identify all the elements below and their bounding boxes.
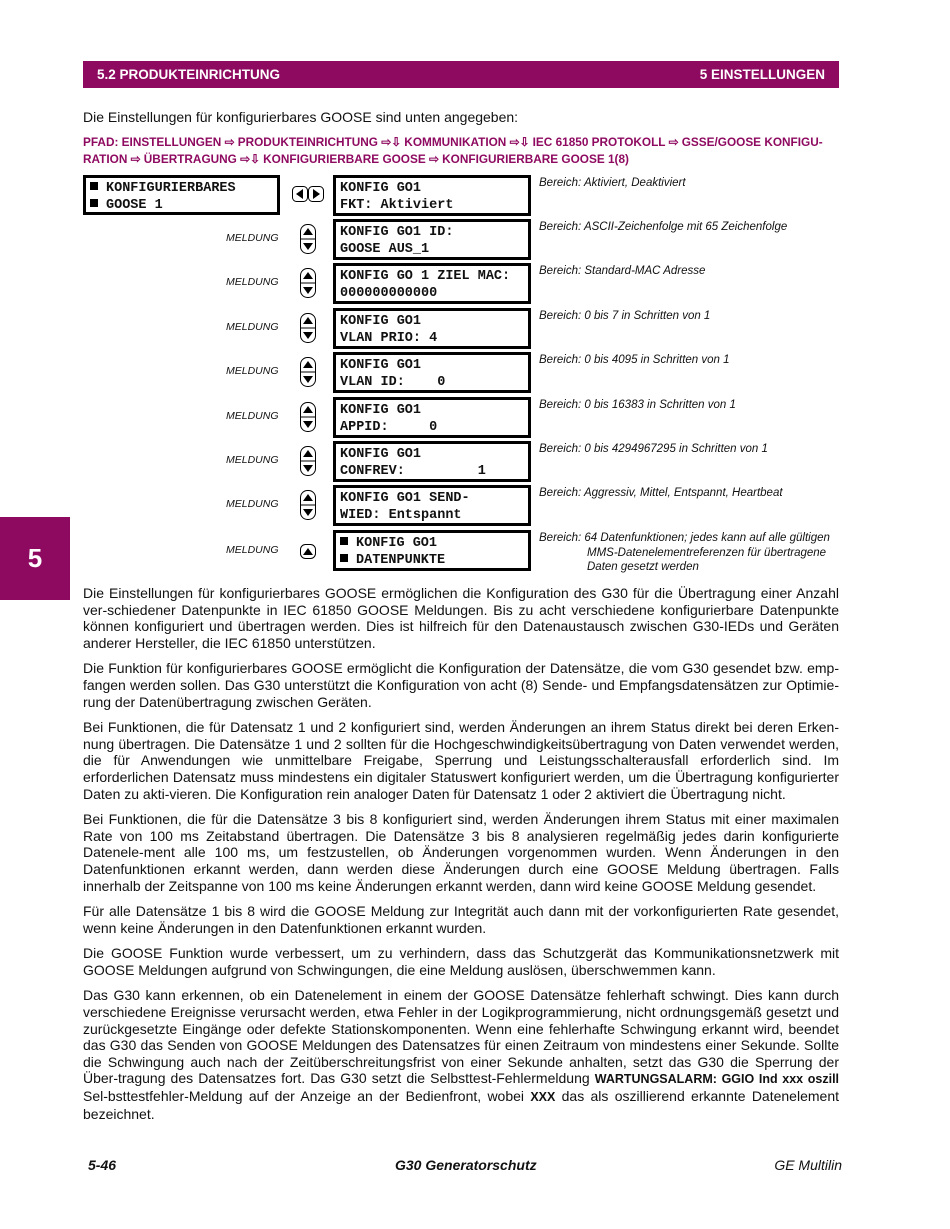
document-title: G30 Generatorschutz xyxy=(395,1157,537,1173)
body-text xyxy=(83,585,839,1131)
up-down-arrows-icon[interactable] xyxy=(300,313,316,343)
up-down-arrows-icon[interactable] xyxy=(300,490,316,520)
alarm-message-code: WARTUNGSALARM: GGIO Ind xxx oszill xyxy=(594,1072,840,1087)
settings-path-line-1: PFAD: EINSTELLUNGEN ⇨ PRODUKTEINRICHTUNG ⇨⇩ KOMMUNIKATION ⇨⇩ IEC 61850 PROTOKOLL ⇨ GSSE/GOOSE KONFIGU- xyxy=(83,135,823,149)
settings-path xyxy=(83,134,839,168)
company-name: GE Multilin xyxy=(774,1157,842,1173)
paragraph: Bei Funktionen, die für Datensatz 1 und 2 konfiguriert sind, werden Änderungen an ihrem Status direkt bei deren Erken-nung übertragen. Die Datensätze 1 und 2 sollten für die Hochgeschwindigkeitsübertragung von Daten verwendet werden, die für Anwendungen wie unmittelbare Freigabe, Sperrung und Leistungsschalterausfall erforderlich sind. Im erforderlichen Datensatz muss mindestens ein digitaler Statuswert konfiguriert werden, um die Übertragung konfigurierter Daten zu akti-vieren. Die Konfiguration rein analoger Daten für Datensatz 1 oder 2 aktiviert die Übertragung nicht. xyxy=(83,719,839,802)
meldung-label: MELDUNG xyxy=(226,232,279,244)
setting-box-id: KONFIG GO1 ID: GOOSE AUS_1 xyxy=(333,219,531,260)
up-down-arrows-icon[interactable] xyxy=(300,224,316,254)
setting-box-vlan-prio: KONFIG GO1 VLAN PRIO: 4 xyxy=(333,308,531,349)
setting-box-confrev: KONFIG GO1 CONFREV: 1 xyxy=(333,441,531,482)
page-number: 5-46 xyxy=(88,1157,117,1173)
up-down-arrows-icon[interactable] xyxy=(300,446,316,476)
intro-text: Die Einstellungen für konfigurierbares GOOSE sind unten angegeben: xyxy=(83,109,519,125)
bullet-square-icon xyxy=(90,199,98,207)
paragraph: Das G30 kann erkennen, ob ein Datenelement in einem der GOOSE Datensätze fehlerhaft schwingt. Dies kann durch verschiedene Ereignisse verursacht werden, etwa Fehler in der Logikprogrammierung, nicht ordnungsgemäß gesetzt und zurückgesetzte Eingänge oder defekte Stationskomponenten. Wenn eine fehlerhafte Schwingung erkannt wird, beendet das G30 das Senden von GOOSE Meldungen des Datensatzes für einen Zeitraum von mindestens einer Sekunde. Sollte die Schwingung auch nach der Zeitüberschreitungsfrist von einer Sekunde anhalten, setzt das G30 die Sperrung der Über-tragung des Datensatzes fort. Das G30 setzt die Selbsttest-Fehlermeldung WARTUNGSALARM: GGIO Ind xxx oszill Sel-bsttestfehler-Meldung auf der Anzeige an der Bedienfront, wobei XXX das als oszillierend erkannte Datenelement bezeichnet. xyxy=(83,987,840,1122)
range-text: Bereich: Aktiviert, Deaktiviert xyxy=(539,177,686,189)
range-text: Bereich: Standard-MAC Adresse xyxy=(539,265,706,277)
bullet-square-icon xyxy=(340,537,348,545)
bullet-square-icon xyxy=(340,554,348,562)
paragraph: Bei Funktionen, die für die Datensätze 3 bis 8 konfiguriert sind, werden Änderungen ihrem Status mit einer maximalen Rate von 100 ms Zeitabstand übertragen. Die Datensätze 3 bis 8 analysieren regelmäßig jedes darin konfigurierte Datenele-ment alle 100 ms, um festzustellen, ob Änderungen vorgenommen wurden. Wenn Änderungen in den Datenfunktionen erkannt werden, dann werden diese Änderungen durch eine GOOSE Meldung übertragen. Falls innerhalb der Zeitspanne von 100 ms keine Änderungen erkannt werden, dann wird keine GOOSE Meldung gesendet. xyxy=(83,811,839,894)
up-arrow-icon[interactable] xyxy=(300,544,316,559)
range-text: Bereich: Aggressiv, Mittel, Entspannt, Heartbeat xyxy=(539,487,783,499)
range-text: Bereich: 0 bis 4095 in Schritten von 1 xyxy=(539,354,730,366)
setting-box-send-repeat: KONFIG GO1 SEND- WIED: Entspannt xyxy=(333,485,531,526)
meldung-label: MELDUNG xyxy=(226,276,279,288)
left-right-arrows-icon[interactable] xyxy=(292,186,324,202)
setting-box-datapoints: KONFIG GO1 DATENPUNKTE xyxy=(333,530,531,571)
range-text: Bereich: 64 Datenfunktionen; jedes kann auf alle gültigen MMS-Datenelementreferenzen für übertragene Daten gesetzt werden xyxy=(539,532,830,573)
meldung-label: MELDUNG xyxy=(226,498,279,510)
setting-box-vlan-id: KONFIG GO1 VLAN ID: 0 xyxy=(333,352,531,393)
range-text: Bereich: 0 bis 4294967295 in Schritten von 1 xyxy=(539,443,768,455)
paragraph: Für alle Datensätze 1 bis 8 wird die GOOSE Meldung zur Integrität auch dann mit der vorkonfigurierten Rate gesendet, wenn keine Änderungen in den Datenfunktionen erkannt wurden. xyxy=(83,903,839,936)
range-text: Bereich: 0 bis 16383 in Schritten von 1 xyxy=(539,399,736,411)
menu-heading-box xyxy=(83,175,280,215)
range-text: Bereich: 0 bis 7 in Schritten von 1 xyxy=(539,310,711,322)
menu-heading-line-1: KONFIGURIERBARES xyxy=(106,181,236,196)
up-down-arrows-icon[interactable] xyxy=(300,357,316,387)
paragraph: Die Einstellungen für konfigurierbares GOOSE ermöglichen die Konfiguration des G30 für die Übertragung einer Anzahl ver-schiedener Datenpunkte in IEC 61850 GOOSE Meldungen. Bis zu acht verschiedene konfigurierbare Datenpunkte können konfiguriert und übertragen werden. Dies ist hilfreich für den Datenaustausch zwischen G30-IEDs und Geräten anderer Hersteller, die IEC 61850 unterstützen. xyxy=(83,585,839,651)
range-text: Bereich: ASCII-Zeichenfolge mit 65 Zeichenfolge xyxy=(539,221,788,233)
setting-box-mac: KONFIG GO 1 ZIEL MAC: 000000000000 xyxy=(333,263,531,304)
meldung-label: MELDUNG xyxy=(226,544,279,556)
element-code: XXX xyxy=(530,1090,556,1105)
meldung-label: MELDUNG xyxy=(226,454,279,466)
setting-box-appid: KONFIG GO1 APPID: 0 xyxy=(333,397,531,438)
chapter-side-tab: 5 xyxy=(0,517,70,600)
meldung-label: MELDUNG xyxy=(226,365,279,377)
section-header xyxy=(83,61,839,88)
section-title: 5.2 PRODUKTEINRICHTUNG xyxy=(97,67,281,82)
paragraph: Die GOOSE Funktion wurde verbessert, um zu verhindern, dass das Schutzgerät das Kommunikationsnetzwerk mit GOOSE Meldungen aufgrund von Schwingungen, die eine Meldung auslösen, überschwemmen kann. xyxy=(83,945,839,978)
meldung-label: MELDUNG xyxy=(226,410,279,422)
meldung-label: MELDUNG xyxy=(226,321,279,333)
setting-box-function: KONFIG GO1 FKT: Aktiviert xyxy=(333,175,531,216)
up-down-arrows-icon[interactable] xyxy=(300,268,316,298)
up-down-arrows-icon[interactable] xyxy=(300,402,316,432)
settings-path-line-2: RATION ⇨ ÜBERTRAGUNG ⇨⇩ KONFIGURIERBARE GOOSE ⇨ KONFIGURIERBARE GOOSE 1(8) xyxy=(83,152,629,166)
bullet-square-icon xyxy=(90,182,98,190)
chapter-title: 5 EINSTELLUNGEN xyxy=(699,67,825,82)
paragraph: Die Funktion für konfigurierbares GOOSE ermöglicht die Konfiguration der Datensätze, die vom G30 gesendet bzw. emp-fangen werden sollen. Das G30 unterstützt die Konfiguration von acht (8) Sende- und Empfangsdatensätzen zur Optimie-rung der Datenübertragung zwischen Geräten. xyxy=(83,660,839,710)
menu-heading-line-2: GOOSE 1 xyxy=(106,198,163,213)
